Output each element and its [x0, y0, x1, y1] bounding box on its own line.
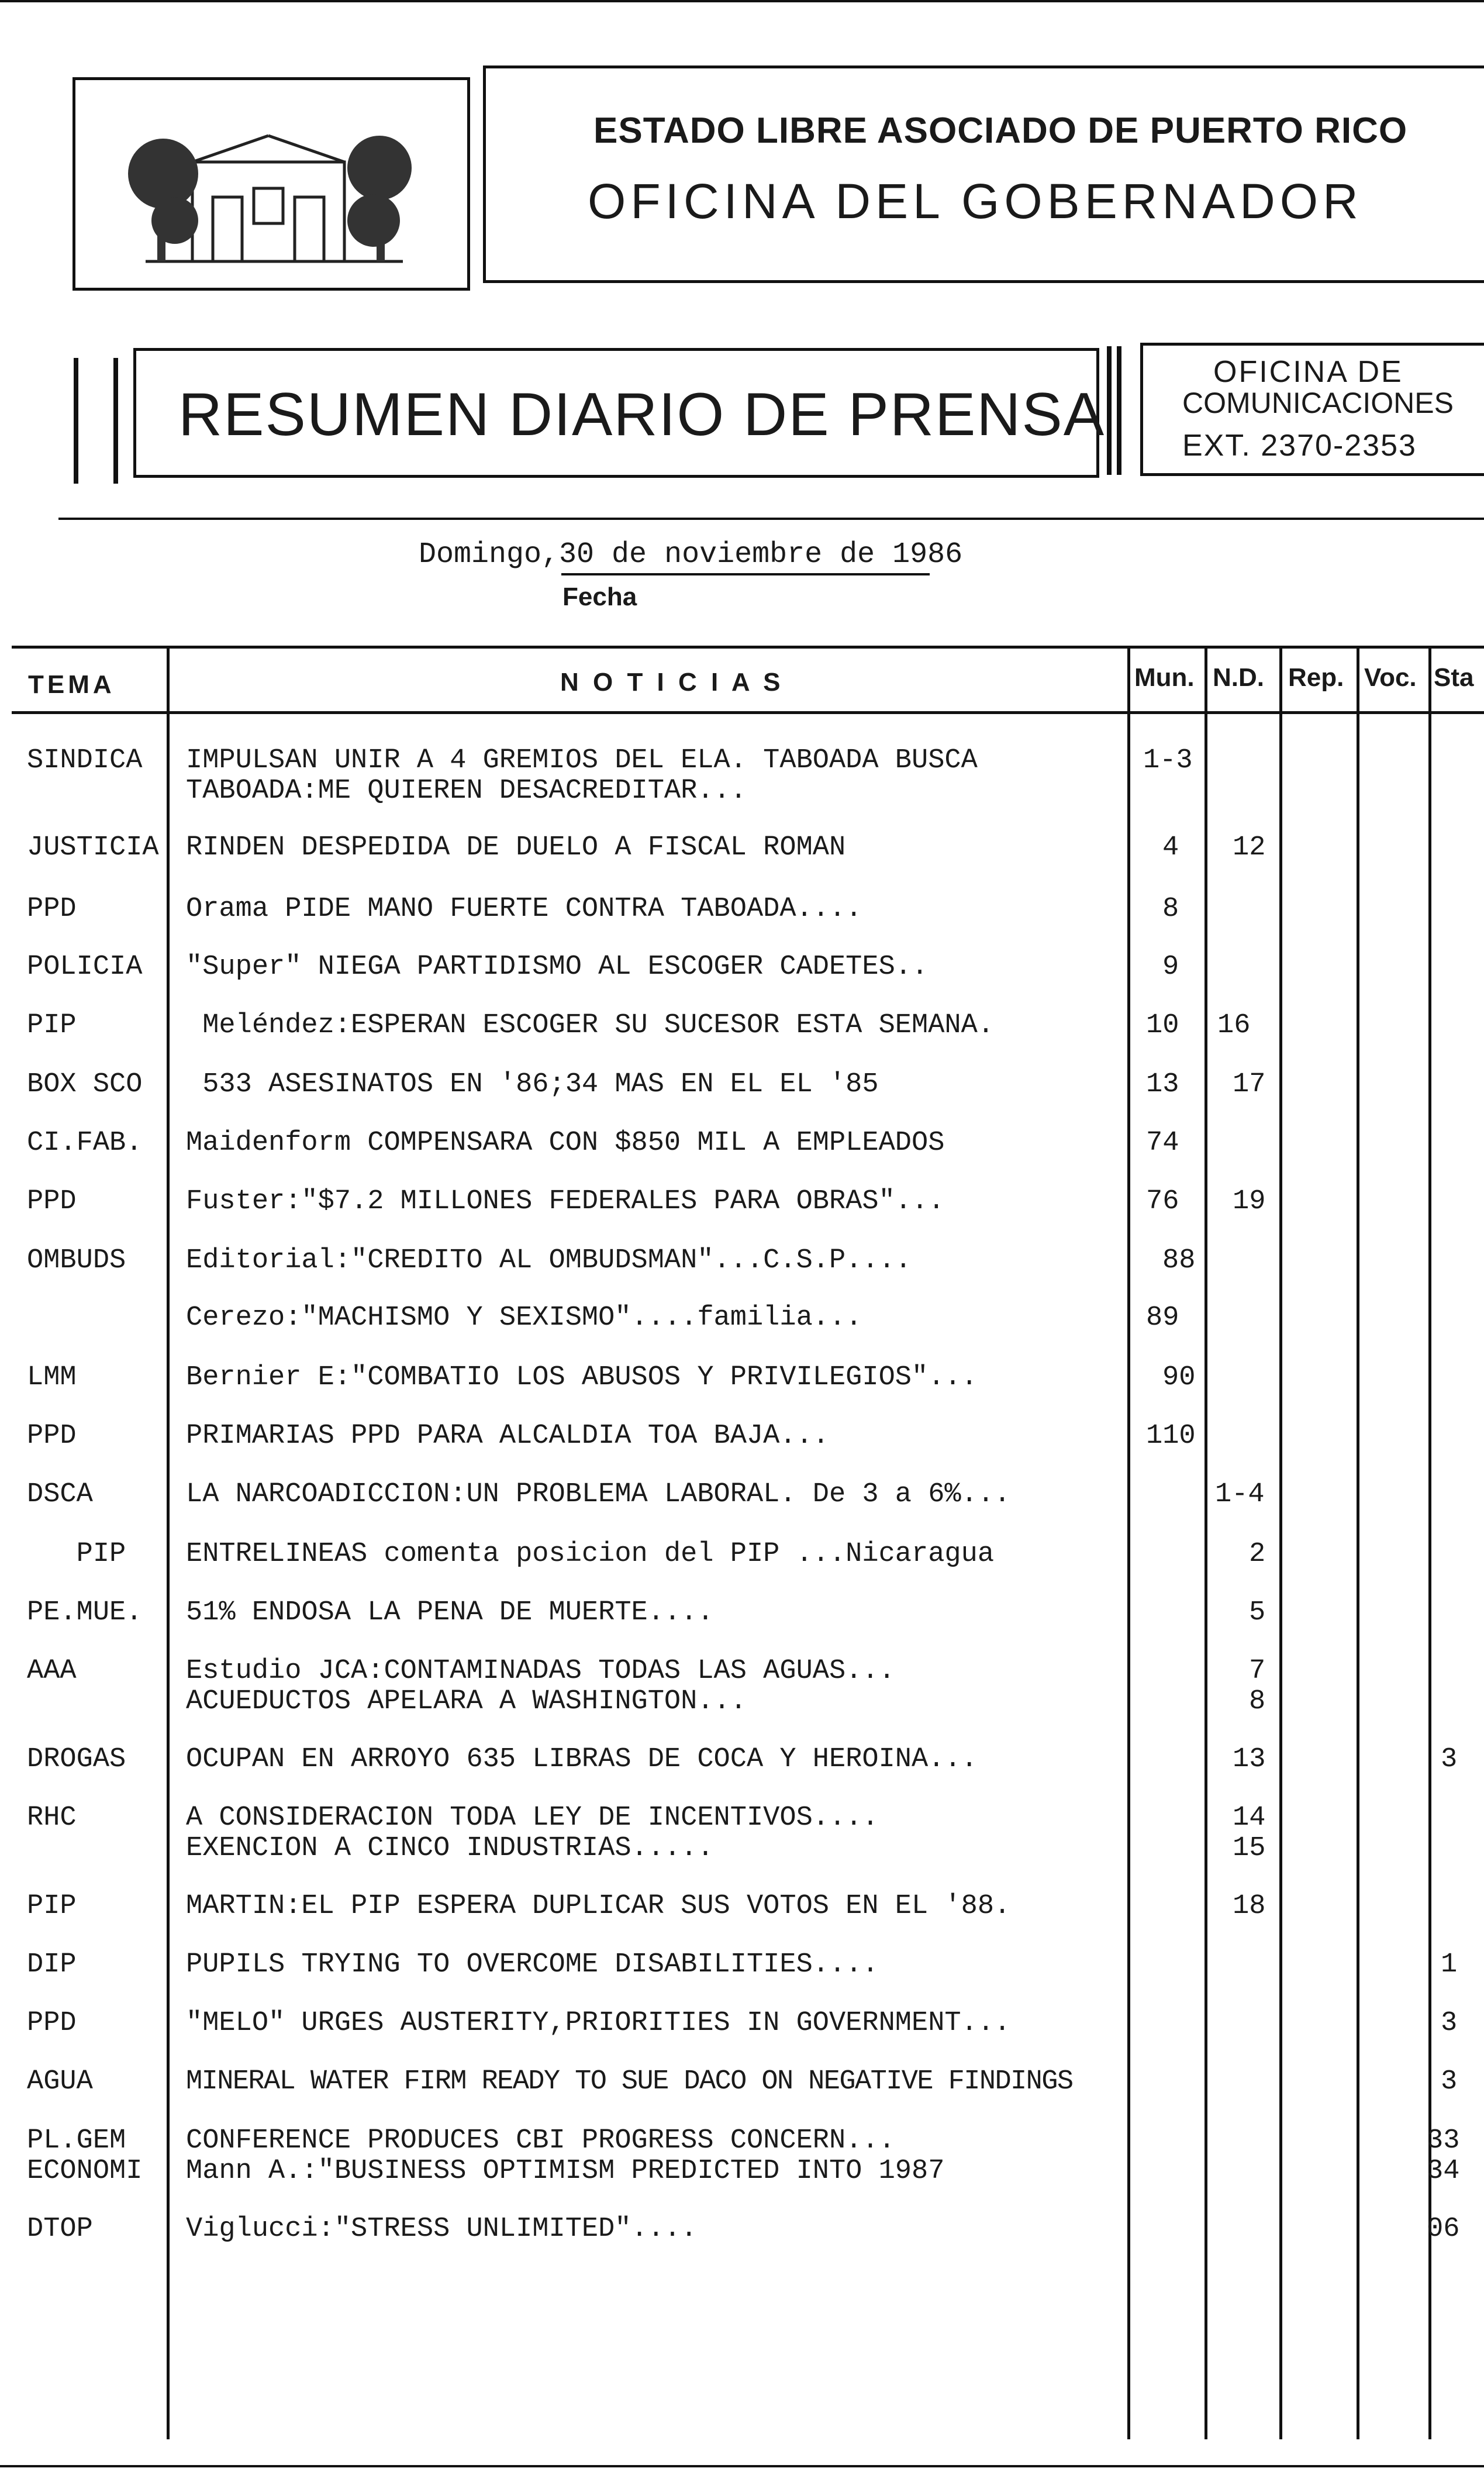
row-tema: PPD	[27, 894, 77, 925]
row-mun: 8	[1162, 894, 1179, 925]
row-mun: 110	[1146, 1421, 1196, 1452]
row-sta: 33 34	[1427, 2125, 1460, 2187]
row-noticia: PUPILS TRYING TO OVERCOME DISABILITIES....	[186, 1949, 879, 1980]
row-noticia: Maidenform COMPENSARA CON $850 MIL A EMPLEADOS	[186, 1128, 945, 1159]
row-nd: 13	[1233, 1744, 1266, 1775]
row-noticia: 533 ASESINATOS EN '86;34 MAS EN EL EL '85	[186, 1069, 879, 1100]
building-sketch-icon	[75, 80, 467, 288]
row-nd: 19	[1233, 1186, 1266, 1217]
date-underline	[561, 573, 930, 575]
header-noticias: N O T I C I A S	[560, 668, 784, 697]
row-tema: OMBUDS	[27, 1245, 126, 1276]
row-tema: PPD	[27, 1421, 77, 1452]
row-tema: PPD	[27, 2008, 77, 2039]
row-noticia: Meléndez:ESPERAN ESCOGER SU SUCESOR ESTA SEMANA.	[186, 1010, 995, 1041]
office-line2: COMUNICACIONES	[1182, 387, 1454, 419]
row-noticia: "Super" NIEGA PARTIDISMO AL ESCOGER CADETES..	[186, 952, 929, 983]
row-mun: 10	[1146, 1010, 1179, 1041]
row-noticia: A CONSIDERACION TODA LEY DE INCENTIVOS.... EXENCION A CINCO INDUSTRIAS.....	[186, 1802, 879, 1864]
row-noticia: CONFERENCE PRODUCES CBI PROGRESS CONCERN... Mann A.:"BUSINESS OPTIMISM PREDICTED INTO 1987	[186, 2125, 945, 2187]
row-noticia: Fuster:"$7.2 MILLONES FEDERALES PARA OBRAS"...	[186, 1186, 945, 1217]
row-noticia: MARTIN:EL PIP ESPERA DUPLICAR SUS VOTOS EN EL '88.	[186, 1891, 1011, 1922]
row-mun: 9	[1162, 952, 1179, 983]
row-noticia: LA NARCOADICCION:UN PROBLEMA LABORAL. De 3 a 6%...	[186, 1479, 1011, 1510]
row-sta: 3	[1441, 2008, 1458, 2039]
row-mun: 89	[1146, 1302, 1179, 1333]
row-tema: BOX SCO	[27, 1069, 143, 1100]
row-noticia: MINERAL WATER FIRM READY TO SUE DACO ON NEGATIVE FINDINGS	[186, 2066, 1073, 2097]
row-noticia: "MELO" URGES AUSTERITY,PRIORITIES IN GOVERNMENT...	[186, 2008, 1011, 2039]
row-nd: 1-4	[1215, 1479, 1265, 1510]
date-value: Domingo,30 de noviembre de 1986	[419, 538, 963, 571]
row-mun: 4	[1162, 832, 1179, 863]
header-mun: Mun.	[1134, 663, 1195, 692]
row-tema: SINDICA	[27, 745, 143, 776]
row-noticia: IMPULSAN UNIR A 4 GREMIOS DEL ELA. TABOADA BUSCA TABOADA:ME QUIEREN DESACREDITAR...	[186, 745, 978, 806]
table-top-line	[12, 646, 1484, 649]
row-sta: 06	[1427, 2214, 1460, 2245]
banner-bar-right-2	[1117, 346, 1121, 475]
row-mun: 90	[1162, 1362, 1196, 1393]
row-sta: 3	[1441, 1744, 1458, 1775]
row-mun: 76	[1146, 1186, 1179, 1217]
row-nd: 17	[1233, 1069, 1266, 1100]
row-nd: 7 8	[1249, 1656, 1266, 1717]
banner-bar-left-2	[113, 358, 118, 484]
logo-box	[73, 77, 470, 291]
row-noticia: Estudio JCA:CONTAMINADAS TODAS LAS AGUAS... ACUEDUCTOS APELARA A WASHINGTON...	[186, 1656, 895, 1717]
banner-bar-left-1	[74, 358, 78, 484]
row-tema: CI.FAB.	[27, 1128, 143, 1159]
col-divider-noticias	[1127, 647, 1130, 2439]
row-tema: PL.GEM ECONOMI	[27, 2125, 143, 2187]
row-noticia: PRIMARIAS PPD PARA ALCALDIA TOA BAJA...	[186, 1421, 829, 1452]
header-voc: Voc.	[1364, 663, 1417, 692]
row-mun: 74	[1146, 1128, 1179, 1159]
row-tema: DSCA	[27, 1479, 93, 1510]
office-line3: EXT. 2370-2353	[1182, 429, 1417, 463]
row-mun: 1-3	[1143, 745, 1193, 776]
table-bottom-line	[0, 2465, 1484, 2467]
row-nd: 16	[1217, 1010, 1251, 1041]
col-divider-rep	[1357, 647, 1359, 2439]
letterhead-line2: OFICINA DEL GOBERNADOR	[588, 174, 1363, 229]
row-tema: JUSTICIA	[27, 832, 159, 863]
row-noticia: Cerezo:"MACHISMO Y SEXISMO"....familia...	[186, 1302, 862, 1333]
banner-bar-right-1	[1107, 346, 1112, 475]
row-tema: AGUA	[27, 2066, 93, 2097]
header-separator	[58, 518, 1484, 520]
table-header-line	[12, 711, 1484, 714]
row-tema: PE.MUE.	[27, 1597, 143, 1628]
row-mun: 13	[1146, 1069, 1179, 1100]
row-noticia: ENTRELINEAS comenta posicion del PIP ...Nicaragua	[186, 1539, 995, 1570]
row-noticia: 51% ENDOSA LA PENA DE MUERTE....	[186, 1597, 714, 1628]
row-nd: 2	[1249, 1539, 1266, 1570]
date-label: Fecha	[562, 582, 637, 611]
banner-title: RESUMEN DIARIO DE PRENSA	[178, 381, 1106, 449]
row-tema: PIP	[27, 1539, 126, 1570]
row-nd: 5	[1249, 1597, 1266, 1628]
letterhead-line1: ESTADO LIBRE ASOCIADO DE PUERTO RICO	[593, 111, 1408, 151]
row-noticia: Orama PIDE MANO FUERTE CONTRA TABOADA....	[186, 894, 862, 925]
header-sta: Sta	[1434, 663, 1474, 692]
col-divider-tema	[167, 647, 170, 2439]
row-tema: LMM	[27, 1362, 77, 1393]
row-noticia: Editorial:"CREDITO AL OMBUDSMAN"...C.S.P....	[186, 1245, 912, 1276]
top-border	[0, 0, 1484, 2]
header-tema: TEMA	[28, 670, 115, 699]
header-nd: N.D.	[1213, 663, 1264, 692]
row-tema: POLICIA	[27, 952, 143, 983]
row-noticia: OCUPAN EN ARROYO 635 LIBRAS DE COCA Y HEROINA...	[186, 1744, 978, 1775]
row-mun: 88	[1162, 1245, 1196, 1276]
row-tema: DIP	[27, 1949, 77, 1980]
row-noticia: Bernier E:"COMBATIO LOS ABUSOS Y PRIVILEGIOS"...	[186, 1362, 978, 1393]
row-nd: 18	[1233, 1891, 1266, 1922]
col-divider-mun	[1205, 647, 1207, 2439]
row-tema: DTOP	[27, 2214, 93, 2245]
header-rep: Rep.	[1288, 663, 1344, 692]
row-tema: PPD	[27, 1186, 77, 1217]
row-sta: 3	[1441, 2066, 1458, 2097]
office-line1: OFICINA DE	[1213, 355, 1403, 389]
row-tema: RHC	[27, 1802, 77, 1833]
row-tema: PIP	[27, 1010, 77, 1041]
row-tema: DROGAS	[27, 1744, 126, 1775]
row-tema: AAA	[27, 1656, 77, 1687]
row-noticia: RINDEN DESPEDIDA DE DUELO A FISCAL ROMAN	[186, 832, 846, 863]
row-tema: PIP	[27, 1891, 77, 1922]
row-noticia: Viglucci:"STRESS UNLIMITED"....	[186, 2214, 698, 2245]
row-nd: 12	[1233, 832, 1266, 863]
row-nd: 14 15	[1233, 1802, 1266, 1864]
col-divider-nd	[1279, 647, 1282, 2439]
row-sta: 1	[1441, 1949, 1458, 1980]
